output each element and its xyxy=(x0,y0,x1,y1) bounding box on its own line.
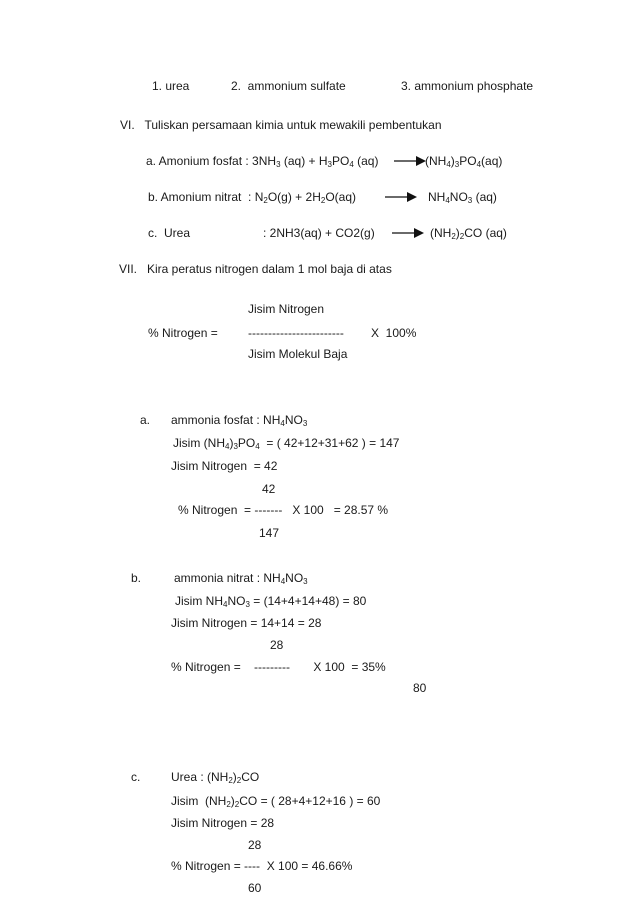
equation-ammonium-nitrate-product: $NH_4NO_3$ (aq) xyxy=(428,190,497,205)
fertilizer-item-urea: 1. urea xyxy=(152,79,190,93)
equation-ammonium-nitrate: b. Amonium nitrat : $N_2O(g) + 2H_2O(aq)$ xyxy=(148,190,356,205)
part-a-denominator: 147 xyxy=(259,526,280,540)
part-c-nitrogen-mass: Jisim Nitrogen = 28 xyxy=(171,816,275,830)
part-b-numerator: 28 xyxy=(270,638,284,652)
reaction-arrow-icon xyxy=(392,228,424,238)
section-vii-heading: VII. Kira peratus nitrogen dalam 1 mol baja di atas xyxy=(119,262,392,276)
formula-lhs: % Nitrogen = xyxy=(148,326,218,340)
equation-ammonium-phosphate: a. Amonium fosfat : $3NH_3$ $(aq) + H_3PO_4$ (aq) xyxy=(146,154,379,169)
part-c-molar-mass: Jisim $(NH_2)_2CO$ = ( 28+4+12+16 ) = 60 xyxy=(171,794,381,809)
formula-numerator: Jisim Nitrogen xyxy=(248,302,325,316)
section-vi-heading: VI. Tuliskan persamaan kimia untuk mewakili pembentukan xyxy=(120,118,442,132)
formula-denominator: Jisim Molekul Baja xyxy=(248,347,348,361)
part-c-denominator: 60 xyxy=(248,881,262,895)
equation-urea-label: c. Urea xyxy=(148,226,191,240)
part-a-letter: a. xyxy=(140,413,151,427)
part-c-letter: c. xyxy=(131,770,141,784)
part-b-percentage: % Nitrogen = --------- X 100 = 35% xyxy=(171,660,386,674)
reaction-arrow-icon xyxy=(394,156,426,166)
part-c-percentage: % Nitrogen = ---- X 100 = 46.66% xyxy=(171,859,353,873)
part-a-percentage: % Nitrogen = ------- X 100 = 28.57 % xyxy=(178,503,389,517)
part-b-letter: b. xyxy=(131,571,142,585)
equation-ammonium-phosphate-product: $(NH_4)_3PO_4(aq)$ xyxy=(425,154,503,169)
part-a-nitrogen-mass: Jisim Nitrogen = 42 xyxy=(171,459,278,473)
part-b-molar-mass: Jisim $NH_4NO_3 = (14+4+14+48) = 80$ xyxy=(175,594,367,609)
part-a-title: ammonia fosfat : $NH_4NO_3$ xyxy=(171,413,308,428)
reaction-arrow-icon xyxy=(385,192,417,202)
fertilizer-item-ammonium-phosphate: 3. ammonium phosphate xyxy=(401,79,534,93)
part-a-numerator: 42 xyxy=(262,482,276,496)
fertilizer-item-ammonium-sulfate: 2. ammonium sulfate xyxy=(231,79,346,93)
part-b-title: ammonia nitrat : $NH_4NO_3$ xyxy=(174,571,308,586)
part-a-molar-mass: Jisim $(NH_4)_3PO_4$ = ( 42+12+31+62 ) = 147 xyxy=(173,436,400,451)
part-b-denominator: 80 xyxy=(413,681,427,695)
part-b-nitrogen-mass: Jisim Nitrogen = 14+14 = 28 xyxy=(171,616,322,630)
formula-multiplier: X 100% xyxy=(371,326,417,340)
equation-urea-reactants: : 2NH3(aq) + CO2(g) xyxy=(263,226,375,240)
formula-fraction-bar: ------------------------ xyxy=(248,326,344,340)
part-c-numerator: 28 xyxy=(248,838,262,852)
part-c-title: Urea : $(NH_2)_2CO$ xyxy=(171,770,260,785)
equation-urea-product: $(NH_2)_2CO$ (aq) xyxy=(430,226,507,241)
